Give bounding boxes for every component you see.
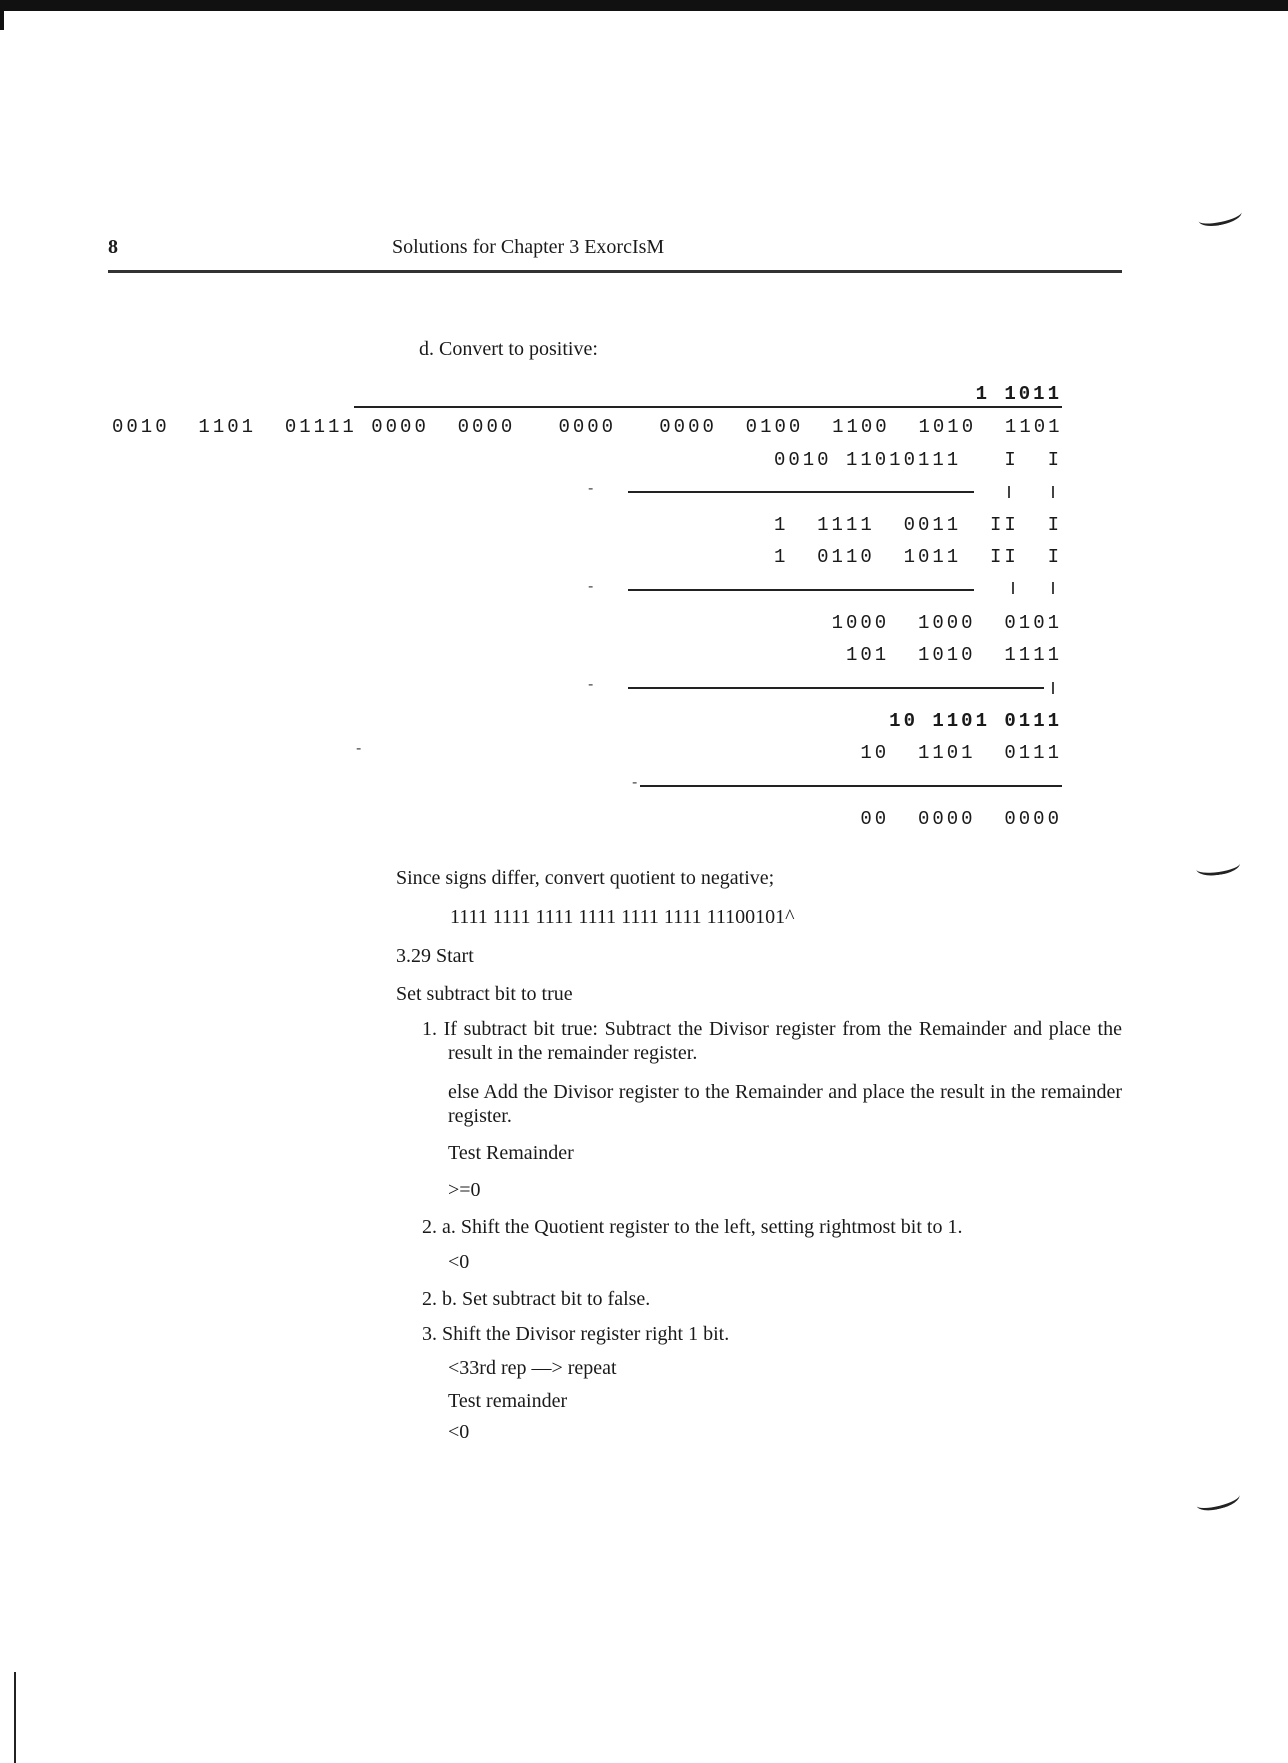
step-1-else-add: else Add the Divisor register to the Remainder and place the result in the remainder register. (448, 1081, 1122, 1127)
margin-scan-mark (1197, 204, 1244, 230)
subtraction-rule (628, 589, 974, 591)
quotient: 1 1011 (975, 383, 1062, 405)
condition-lt-zero-2: <0 (448, 1421, 470, 1443)
step-3: 1 0110 1011 II I (773, 546, 1062, 568)
subtraction-rule (628, 491, 974, 493)
margin-scan-mark (1195, 1487, 1242, 1514)
condition-lt-zero-1: <0 (448, 1251, 470, 1273)
minus-sign: - (588, 480, 594, 497)
column-tick (1052, 582, 1054, 594)
subtraction-rule (628, 687, 1044, 689)
condition-ge-zero: >=0 (448, 1179, 481, 1201)
column-tick (1008, 486, 1010, 498)
step-1-subtract: 1. If subtract bit true: Subtract the Divisor register from the Remainder and place the result in the remainder register. (422, 1018, 1122, 1064)
column-tick (1052, 486, 1054, 498)
step-7: 10 1101 0111 (860, 742, 1062, 764)
step-2: 1 1111 0011 II I (773, 514, 1062, 536)
division-bar (354, 406, 1062, 408)
page-number: 8 (108, 236, 118, 258)
step-2b-set-false: 2. b. Set subtract bit to false. (422, 1288, 651, 1310)
step-4: 1000 1000 0101 (831, 612, 1062, 634)
column-tick (1012, 582, 1014, 594)
subtraction-rule (640, 785, 1062, 787)
section-heading: 3.29 Start (396, 945, 474, 967)
dividend: 0010 1101 01111 0000 0000 0000 0000 0100 1100 1010 1101 (112, 416, 1063, 438)
negative-quotient: 1111 1111 1111 1111 1111 1111 11100101^ (450, 906, 795, 928)
margin-scan-mark (1195, 855, 1241, 878)
scan-top-edge-hook (0, 8, 4, 30)
step-5: 101 1010 1111 (845, 644, 1062, 666)
column-tick (1052, 682, 1054, 694)
set-subtract-line: Set subtract bit to true (396, 983, 573, 1005)
minus-sign: - (632, 774, 638, 791)
minus-sign: - (356, 740, 362, 757)
step-8-remainder: 00 0000 0000 (860, 808, 1062, 830)
test-remainder-2: Test remainder (448, 1390, 568, 1412)
minus-sign: - (588, 676, 594, 693)
step-3-shift-divisor: 3. Shift the Divisor register right 1 bit. (422, 1323, 730, 1345)
step-2a-shift-quotient: 2. a. Shift the Quotient register to the left, setting rightmost bit to 1. (422, 1216, 963, 1238)
signs-differ-line: Since signs differ, convert quotient to negative; (396, 867, 775, 889)
scan-left-edge (14, 1672, 16, 1763)
step-6: 10 1101 0111 (889, 710, 1062, 732)
test-remainder-1: Test Remainder (448, 1142, 574, 1164)
minus-sign: - (588, 578, 594, 595)
page-header-title: Solutions for Chapter 3 ExorcIsM (392, 236, 665, 258)
scan-top-edge (0, 0, 1288, 11)
step-1: 0010 11010111 I I (773, 449, 1062, 471)
header-rule (108, 270, 1122, 273)
division-heading: d. Convert to positive: (419, 338, 598, 360)
repeat-condition: <33rd rep —> repeat (448, 1357, 617, 1379)
